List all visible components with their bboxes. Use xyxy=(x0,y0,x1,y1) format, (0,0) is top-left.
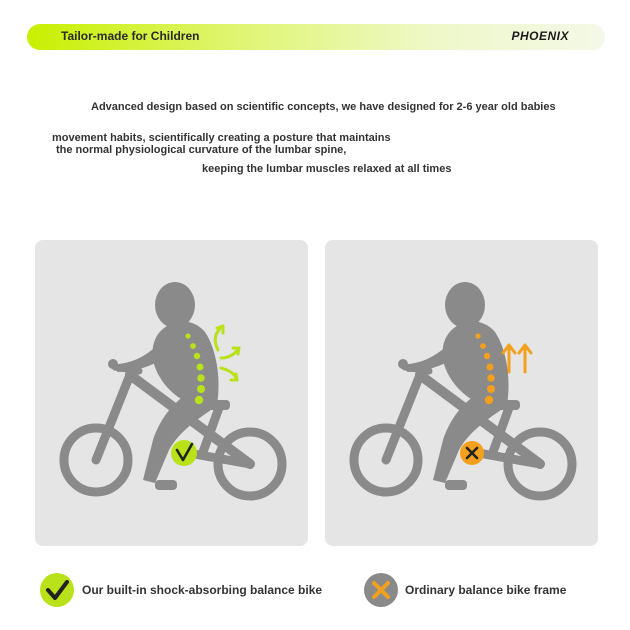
intro-line-1: Advanced design based on scientific concepts, we have designed for 2-6 year old babies xyxy=(91,101,556,113)
motion-arrows xyxy=(215,326,239,380)
legend-good-label: Our built-in shock-absorbing balance bike xyxy=(82,583,323,597)
header-banner xyxy=(27,24,605,50)
legend-bad-label: Ordinary balance bike frame xyxy=(405,583,567,597)
panel-ordinary-bike xyxy=(325,240,598,546)
banner-title: Tailor-made for Children xyxy=(61,29,200,43)
brand-logo: PHOENIX xyxy=(511,29,569,43)
check-icon xyxy=(39,572,75,608)
intro-line-3: the normal physiological curvature of the lumbar spine, xyxy=(56,144,347,156)
intro-line-2: movement habits, scientifically creating a posture that maintains xyxy=(52,132,391,144)
panel-shock-absorbing-bike xyxy=(35,240,308,546)
ordinary-bike-illustration xyxy=(325,240,598,546)
shock-absorbing-bike-illustration xyxy=(35,240,308,546)
cross-icon xyxy=(363,572,399,608)
intro-line-4: keeping the lumbar muscles relaxed at all times xyxy=(202,163,452,175)
